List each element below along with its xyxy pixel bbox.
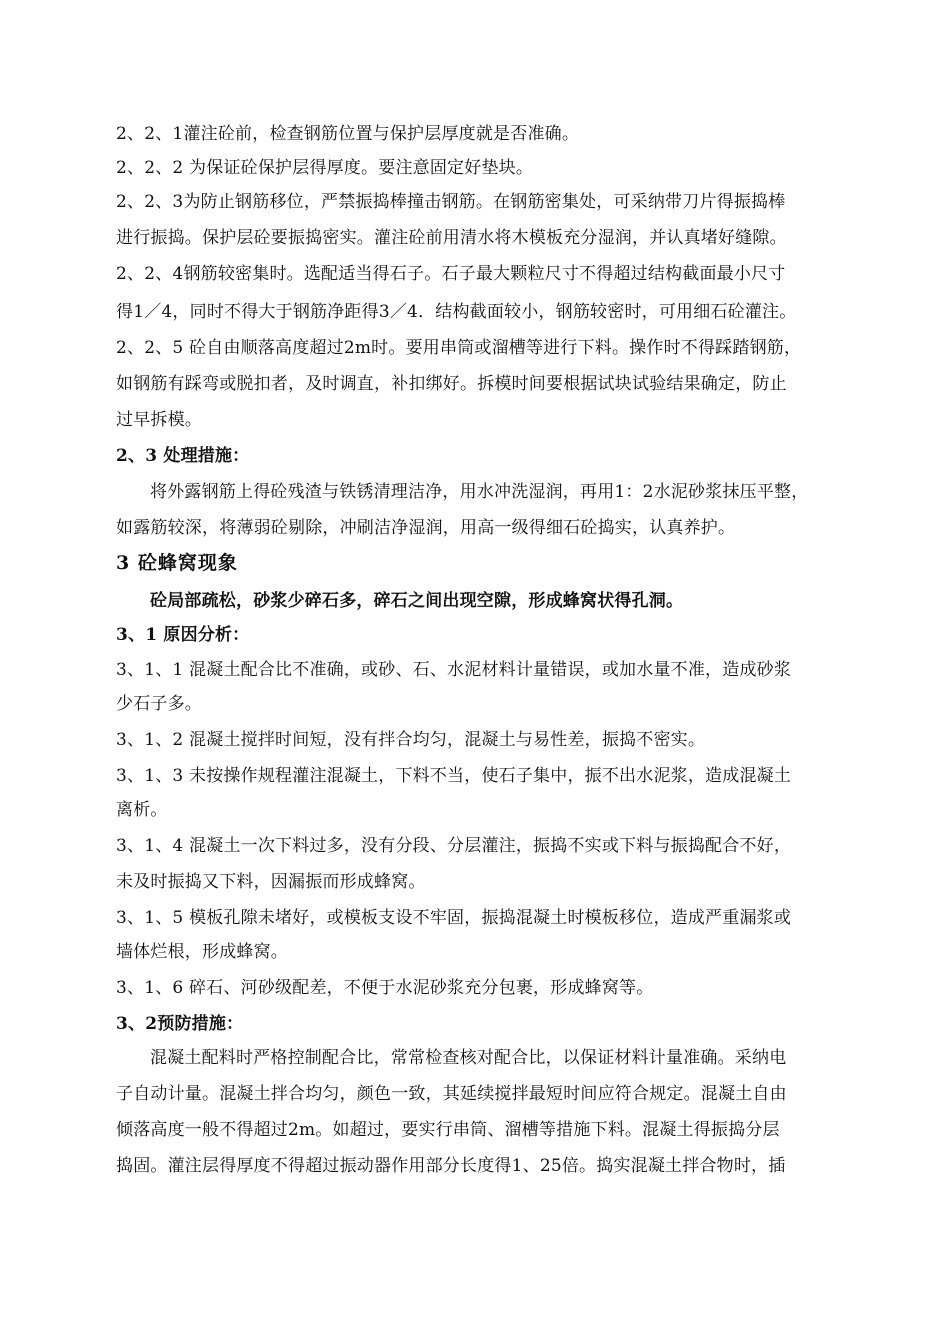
paragraph-line: 3、1、6 碎石、河砂级配差，不便于水泥砂浆充分包裹，形成蜂窝等。 bbox=[116, 978, 654, 998]
paragraph-line: 捣固。灌注层得厚度不得超过振动器作用部分长度得1、25倍。捣实混凝土拌合物时，插 bbox=[116, 1156, 786, 1176]
paragraph-line: 如露筋较深，将薄弱砼剔除，冲刷洁净湿润，用高一级得细石砼捣实，认真养护。 bbox=[116, 518, 736, 538]
paragraph-line: 少石子多。 bbox=[116, 694, 202, 714]
paragraph-line: 离析。 bbox=[116, 800, 168, 820]
paragraph-line: 3、1、5 模板孔隙未堵好，或模板支设不牢固，振捣混凝土时模板移位，造成严重漏浆或 bbox=[116, 908, 792, 928]
paragraph-line: 2、2、1灌注砼前，检查钢筋位置与保护层厚度就是否准确。 bbox=[116, 124, 580, 144]
paragraph-line: 得1／4，同时不得大于钢筋净距得3／4．结构截面较小，钢筋较密时，可用细石砼灌注。 bbox=[116, 302, 797, 322]
paragraph-line: 墙体烂根，形成蜂窝。 bbox=[116, 942, 288, 962]
paragraph-line: 2、2、2 为保证砼保护层得厚度。要注意固定好垫块。 bbox=[116, 158, 534, 178]
paragraph-line: 将外露钢筋上得砼残渣与铁锈清理洁净，用水冲洗湿润，再用1：2水泥砂浆抹压平整， bbox=[150, 482, 809, 502]
paragraph-line: 3、1、4 混凝土一次下料过多，没有分段、分层灌注，振捣不实或下料与振捣配合不好， bbox=[116, 836, 792, 856]
paragraph-line: 3、1、2 混凝土搅拌时间短，没有拌合均匀，混凝土与易性差，振捣不密实。 bbox=[116, 730, 706, 750]
section-subheading: 3、2预防措施： bbox=[116, 1014, 244, 1034]
paragraph-line: 3、1、1 混凝土配合比不准确，或砂、石、水泥材料计量错误，或加水量不准，造成砂浆 bbox=[116, 660, 792, 680]
paragraph-line: 2、2、4钢筋较密集时。选配适当得石子。石子最大颗粒尺寸不得超过结构截面最小尺寸 bbox=[116, 264, 786, 284]
section-summary: 砼局部疏松，砂浆少碎石多，碎石之间出现空隙，形成蜂窝状得孔洞。 bbox=[150, 591, 684, 611]
paragraph-line: 倾落高度一般不得超过2m。如超过，要实行串筒、溜槽等措施下料。混凝土得振捣分层 bbox=[116, 1120, 780, 1140]
paragraph-line: 如钢筋有踩弯或脱扣者，及时调直，补扣绑好。拆模时间要根据试块试验结果确定，防止 bbox=[116, 374, 787, 394]
paragraph-line: 过早拆模。 bbox=[116, 410, 202, 430]
paragraph-line: 进行振捣。保护层砼要振捣密实。灌注砼前用清水将木模板充分湿润，并认真堵好缝隙。 bbox=[116, 228, 787, 248]
paragraph-line: 3、1、3 未按操作规程灌注混凝土，下料不当，使石子集中，振不出水泥浆，造成混凝土 bbox=[116, 766, 792, 786]
paragraph-line: 子自动计量。混凝土拌合均匀，颜色一致，其延续搅拌最短时间应符合规定。混凝土自由 bbox=[116, 1084, 787, 1104]
paragraph-line: 2、2、3为防止钢筋移位，严禁振捣棒撞击钢筋。在钢筋密集处，可采纳带刀片得振捣棒 bbox=[116, 192, 786, 212]
section-subheading: 2、3 处理措施： bbox=[116, 446, 250, 466]
paragraph-line: 混凝土配料时严格控制配合比，常常检查核对配合比，以保证材料计量准确。采纳电 bbox=[150, 1048, 787, 1068]
section-subheading: 3、1 原因分析： bbox=[116, 625, 250, 645]
paragraph-line: 未及时振捣又下料，因漏振而形成蜂窝。 bbox=[116, 872, 426, 892]
paragraph-line: 2、2、5 砼自由顺落高度超过2m时。要用串筒或溜槽等进行下料。操作时不得踩踏钢筋， bbox=[116, 338, 802, 358]
section-heading: 3 砼蜂窝现象 bbox=[116, 552, 238, 574]
